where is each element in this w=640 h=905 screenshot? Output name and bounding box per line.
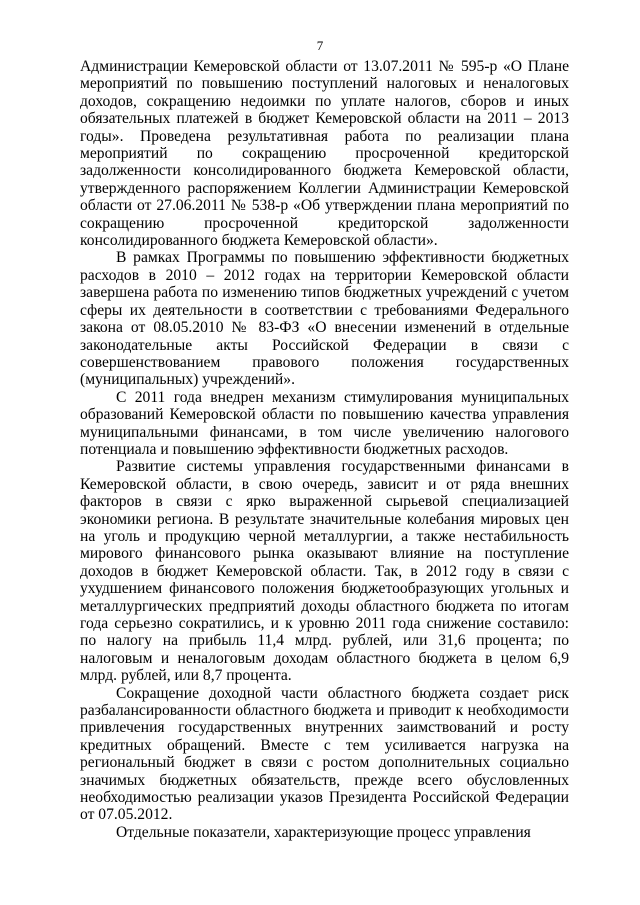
- paragraph-4: Развитие системы управления государственными финансами в Кемеровской области, в свою очередь, зависит и от ряда внешних факторов в связи с ярко выраженной сырьевой специализацией экономики региона. В результате значительные колебания мировых цен на уголь и продукцию черной металлургии, а также нестабильность мирового финансового рынка оказывают влияние на поступление доходов в бюджет Кемеровской области. Так, в 2012 году в связи с ухудшением финансового положения бюджетообразующих угольных и металлургических предприятий доходы областного бюджета по итогам года серьезно сократились, и к уровню 2011 года снижение составило: по налогу на прибыль 11,4 млрд. рублей, или 31,6 процента; по налоговым и неналоговым доходам областного бюджета в целом 6,9 млрд. рублей, или 8,7 процента.: [80, 458, 569, 685]
- paragraph-3: С 2011 года внедрен механизм стимулирования муниципальных образований Кемеровской области по повышению качества управления муниципальными финансами, в том числе увеличению налогового потенциала и повышению эффективности бюджетных расходов.: [80, 388, 569, 458]
- paragraph-1: Администрации Кемеровской области от 13.07.2011 № 595-р «О Плане мероприятий по повышению поступлений налоговых и неналоговых доходов, сокращению недоимки по уплате налогов, сборов и иных обязательных платежей в бюджет Кемеровской области на 2011 – 2013 годы». Проведена результативная работа по реализации плана мероприятий по сокращению просроченной кредиторской задолженности консолидированного бюджета Кемеровской области, утвержденного распоряжением Коллегии Администрации Кемеровской области от 27.06.2011 № 538-р «Об утверждении плана мероприятий по сокращению просроченной кредиторской задолженности консолидированного бюджета Кемеровской области».: [80, 58, 569, 250]
- document-body: [80, 58, 569, 841]
- paragraph-6: Отдельные показатели, характеризующие процесс управления: [116, 823, 531, 841]
- paragraph-2: В рамках Программы по повышению эффективности бюджетных расходов в 2010 – 2012 годах на территории Кемеровской области завершена работа по изменению типов бюджетных учреждений с учетом сферы их деятельности в соответствии с требованиями Федерального закона от 08.05.2010 № 83-ФЗ «О внесении изменений в отдельные законодательные акты Российской Федерации в связи с совершенствованием правового положения государственных (муниципальных) учреждений».: [80, 249, 569, 389]
- paragraph-5: Сокращение доходной части областного бюджета создает риск разбалансированности областного бюджета и приводит к необходимости привлечения государственных внутренних заимствований и росту кредитных обращений. Вместе с тем усиливается нагрузка на региональный бюджет в связи с ростом дополнительных социально значимых бюджетных обязательств, прежде всего обусловленных необходимостью реализации указов Президента Российской Федерации от 07.05.2012.: [80, 684, 569, 824]
- page-number: 7: [316, 38, 324, 53]
